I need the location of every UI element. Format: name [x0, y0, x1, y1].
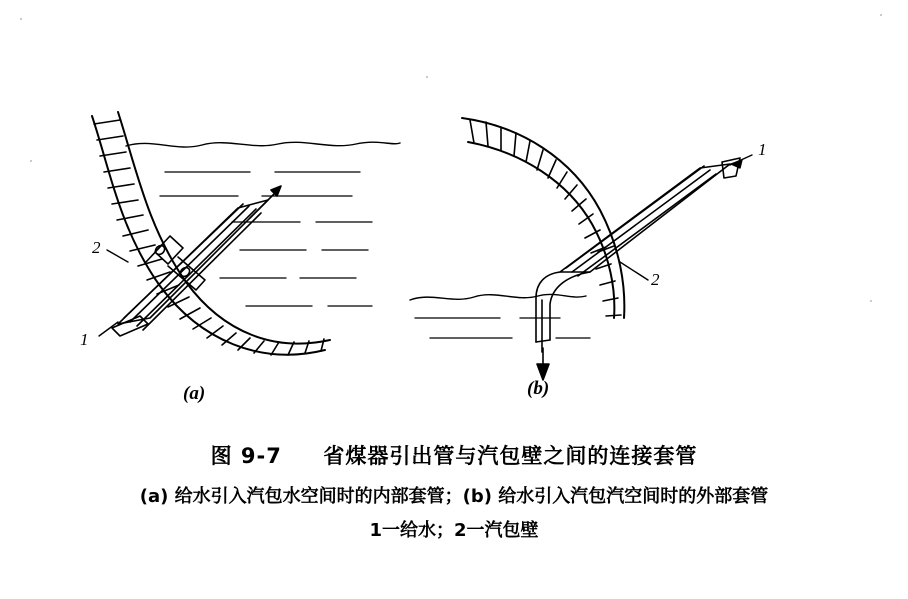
callout-a-1: 1	[80, 330, 89, 349]
figure-title: 省煤器引出管与汽包壁之间的连接套管	[323, 444, 698, 468]
caption-title-line	[0, 440, 908, 470]
callout-b-1: 1	[758, 140, 767, 159]
callout-b-2: 2	[651, 270, 660, 289]
scan-speck	[30, 160, 32, 162]
scan-speck	[870, 300, 872, 302]
panel-label-b: (b)	[527, 378, 550, 399]
panel-a-drawing	[92, 112, 400, 355]
water-level-a	[126, 142, 400, 306]
panel-label-a: (a)	[183, 383, 206, 404]
figure-number: 图 9-7	[210, 444, 282, 468]
drum-wall-b	[462, 118, 624, 318]
figure-caption	[0, 440, 908, 542]
scan-speck	[426, 76, 428, 78]
caption-subcaption: (a) 给水引入汽包水空间时的内部套管；(b) 给水引入汽包汽空间时的外部套管	[139, 486, 769, 507]
scan-speck	[20, 18, 22, 20]
sleeve-pipe-a	[112, 186, 281, 336]
callout-a-2: 2	[92, 238, 101, 257]
scan-speck	[880, 14, 882, 16]
water-level-b	[410, 294, 590, 338]
caption-legend: 1一给水；2一汽包壁	[369, 520, 539, 541]
callout-leaders-b	[620, 155, 752, 280]
panel-b-drawing	[410, 118, 752, 380]
